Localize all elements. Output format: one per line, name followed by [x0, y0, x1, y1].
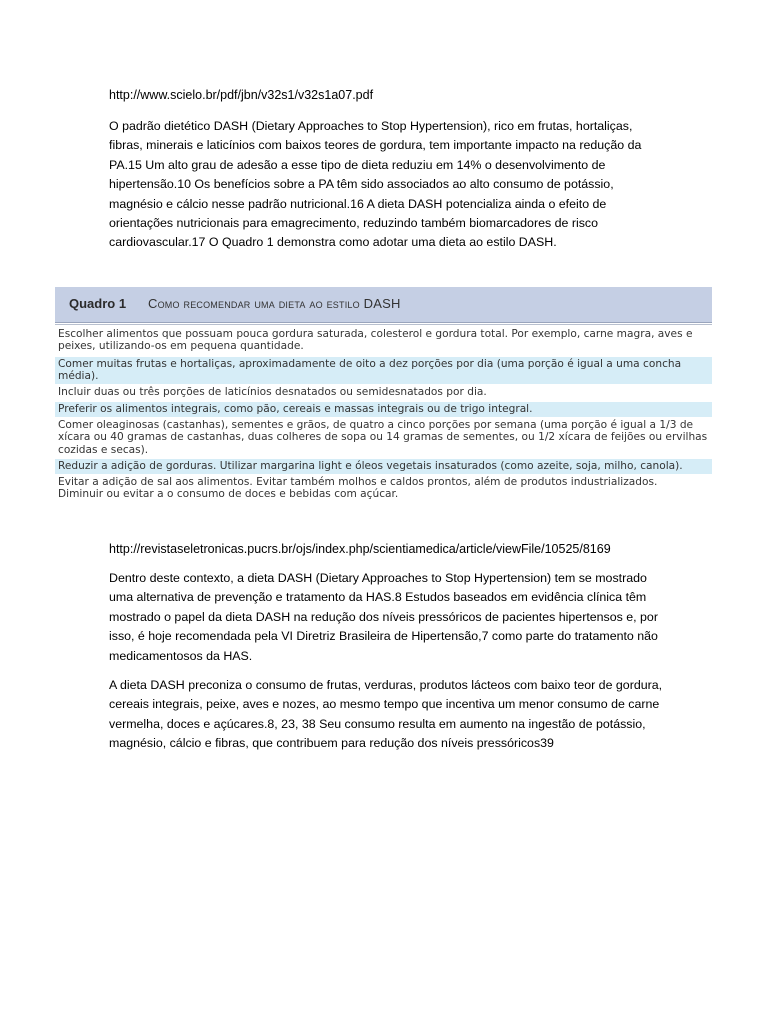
- source-url-pucrs[interactable]: http://revistaseletronicas.pucrs.br/ojs/index.php/scientiamedica/article/viewFile/10525/8169: [109, 542, 611, 556]
- quadro-1-table: [55, 287, 712, 509]
- paragraph-dash-context: Dentro deste contexto, a dieta DASH (Dietary Approaches to Stop Hypertension) tem se mostrado uma alternativa de prevenção e tratamento da HAS.8 Estudos baseados em evidência clínica têm mostrado o papel da dieta DASH na redução dos níveis pressóricos de pacientes hipertensos e, por isso, é hoje recomendada pela VI Diretriz Brasileira de Hipertensão,7 como parte do tratamento não medicamentosos da HAS.: [109, 571, 658, 663]
- paragraph-dash-intro: O padrão dietético DASH (Dietary Approaches to Stop Hypertension), rico em frutas, hortaliças, fibras, minerais e laticínios com baixos teores de gordura, tem importante impacto na redução da PA.15 Um alto grau de adesão a esse tipo de dieta reduziu em 14% o desenvolvimento de hipertensão.10 Os benefícios sobre a PA têm sido associados ao alto consumo de potássio, magnésio e cálcio nesse padrão nutricional.16 A dieta DASH potencializa ainda o efeito de orientações nutricionais para emagrecimento, reduzindo também biomarcadores de risco cardiovascular.17 O Quadro 1 demonstra como adotar uma dieta ao estilo DASH.: [109, 119, 642, 250]
- source-url-scielo[interactable]: http://www.scielo.br/pdf/jbn/v32s1/v32s1a07.pdf: [109, 88, 374, 102]
- quadro-title: Como recomendar uma dieta ao estilo DASH: [148, 296, 401, 311]
- quadro-row: Evitar a adição de sal aos alimentos. Evitar também molhos e caldos prontos, além de produtos industrializados.: [58, 476, 658, 488]
- quadro-header: [55, 287, 712, 323]
- quadro-row: Comer oleaginosas (castanhas), sementes e grãos, de quatro a cinco porções por semana (uma porção é igual a 1/3 de xícara ou 40 gramas de castanhas, duas colheres de sopa ou 14 gramas de sementes, ou 1/2 xícara de feijões ou ervilhas cozidas e secas).: [58, 419, 708, 456]
- quadro-row: Incluir duas ou três porções de laticínios desnatados ou semidesnatados por dia.: [58, 386, 487, 398]
- quadro-divider: [55, 324, 712, 325]
- quadro-row: Escolher alimentos que possuam pouca gordura saturada, colesterol e gordura total. Por exemplo, carne magra, aves e peixes, utilizando-os em pequena quantidade.: [58, 328, 693, 353]
- quadro-row: Diminuir ou evitar a o consumo de doces e bebidas com açúcar.: [58, 488, 399, 500]
- quadro-row: Comer muitas frutas e hortaliças, aproximadamente de oito a dez porções por dia (uma porção é igual a uma concha média).: [55, 357, 712, 384]
- quadro-row: Reduzir a adição de gorduras. Utilizar margarina light e óleos vegetais insaturados (como azeite, soja, milho, canola).: [55, 459, 712, 474]
- quadro-row: Preferir os alimentos integrais, como pão, cereais e massas integrais ou de trigo integral.: [55, 402, 712, 417]
- quadro-label: Quadro 1: [69, 296, 127, 311]
- paragraph-dash-recommendations: A dieta DASH preconiza o consumo de frutas, verduras, produtos lácteos com baixo teor de gordura, cereais integrais, peixe, aves e nozes, ao mesmo tempo que incentiva um menor consumo de carne vermelha, doces e açúcares.8, 23, 38 Seu consumo resulta em aumento na ingestão de potássio, magnésio, cálcio e fibras, que contribuem para redução dos níveis pressóricos39: [109, 678, 663, 751]
